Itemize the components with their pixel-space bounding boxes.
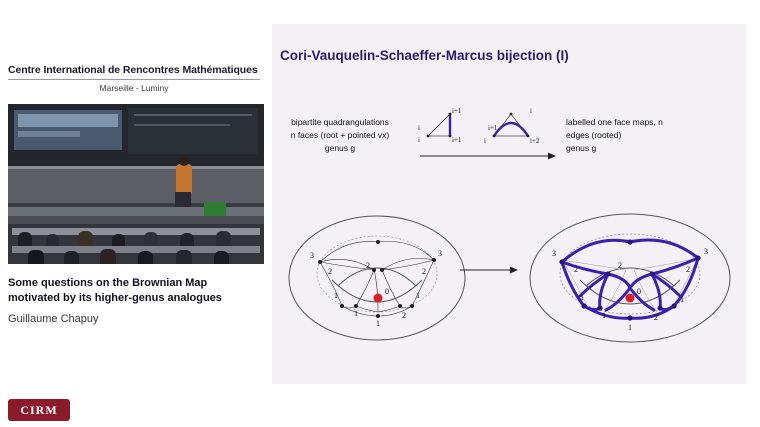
talk-speaker: Guillaume Chapuy bbox=[8, 313, 99, 325]
pointed-vertex bbox=[374, 294, 383, 303]
institution-name: Centre International de Rencontres Mathématiques bbox=[8, 64, 258, 76]
right-caption bbox=[566, 116, 706, 155]
left-label-6: 1 bbox=[376, 319, 380, 328]
left-info-panel bbox=[0, 0, 272, 427]
bijection-arrow-top bbox=[420, 150, 556, 162]
right-label-8: 3 bbox=[704, 247, 708, 256]
right-label-9: 2 bbox=[686, 265, 690, 274]
rule-label-1: i+1 bbox=[452, 107, 462, 115]
rule-label-7: i+2 bbox=[530, 137, 540, 145]
rule-label-4: i+1 bbox=[488, 124, 498, 132]
rule-label-0: i bbox=[418, 124, 420, 132]
right-label-4: 1 bbox=[602, 311, 606, 320]
talk-title-line2: motivated by its higher-genus analogues bbox=[8, 292, 222, 304]
local-rule-1 bbox=[418, 107, 462, 144]
left-caption bbox=[278, 116, 402, 155]
left-label-3: 2 bbox=[366, 261, 370, 270]
right-caption-line3: genus g bbox=[566, 143, 597, 153]
left-caption-line3: genus g bbox=[324, 143, 356, 153]
slide-title: Cori-Vauquelin-Schaeffer-Marcus bijection (I) bbox=[280, 48, 569, 63]
rule-label-3: i+1 bbox=[452, 136, 462, 144]
talk-title-line1: Some questions on the Brownian Map bbox=[8, 277, 208, 289]
right-label-7: 2 bbox=[654, 313, 658, 322]
right-label-5: 0 bbox=[637, 287, 641, 296]
lecture-hall-photo bbox=[8, 104, 264, 264]
right-label-6: 1 bbox=[628, 323, 632, 332]
left-label-1: 2 bbox=[328, 267, 332, 276]
quadrangulation-edges bbox=[320, 241, 434, 316]
left-label-0: 3 bbox=[310, 251, 314, 260]
quadrangulation-torus-figure bbox=[282, 194, 472, 374]
left-label-2: 1 bbox=[334, 291, 338, 300]
right-caption-line1: labelled one face maps, n bbox=[566, 117, 663, 127]
one-face-map-torus-figure bbox=[522, 192, 742, 376]
quadrangulation-vertices bbox=[318, 240, 436, 318]
left-label-7: 2 bbox=[402, 311, 406, 320]
right-caption-line2: edges (rooted) bbox=[566, 130, 622, 140]
cirm-logo-text: CIRM bbox=[20, 402, 58, 417]
talk-info bbox=[8, 276, 266, 325]
local-rules-diagram bbox=[416, 102, 556, 150]
right-label-0: 3 bbox=[552, 249, 556, 258]
right-label-3: 2 bbox=[618, 261, 622, 270]
slide-area bbox=[272, 24, 746, 384]
left-label-4: 1 bbox=[354, 309, 358, 318]
rule-label-2: i bbox=[418, 136, 420, 144]
rule-label-6: i bbox=[484, 137, 486, 145]
divider bbox=[8, 79, 260, 80]
right-label-1: 2 bbox=[574, 265, 578, 274]
root-vertex-right bbox=[626, 294, 635, 303]
left-caption-line1: bipartite quadrangulations bbox=[291, 117, 389, 127]
right-label-2: 1 bbox=[580, 293, 584, 302]
left-label-10: 1 bbox=[416, 291, 420, 300]
institution-header bbox=[8, 64, 264, 93]
institution-location: Marseille - Luminy bbox=[99, 83, 169, 93]
cirm-logo bbox=[8, 399, 70, 421]
right-label-10: 1 bbox=[680, 295, 684, 304]
left-label-9: 2 bbox=[422, 267, 426, 276]
rule-label-5: i bbox=[530, 107, 532, 115]
left-caption-line2: n faces (root + pointed vx) bbox=[290, 130, 390, 140]
left-label-5: 0 bbox=[385, 287, 389, 296]
left-label-8: 3 bbox=[438, 249, 442, 258]
local-rule-2 bbox=[484, 107, 540, 145]
bijection-arrow-middle bbox=[460, 264, 518, 276]
